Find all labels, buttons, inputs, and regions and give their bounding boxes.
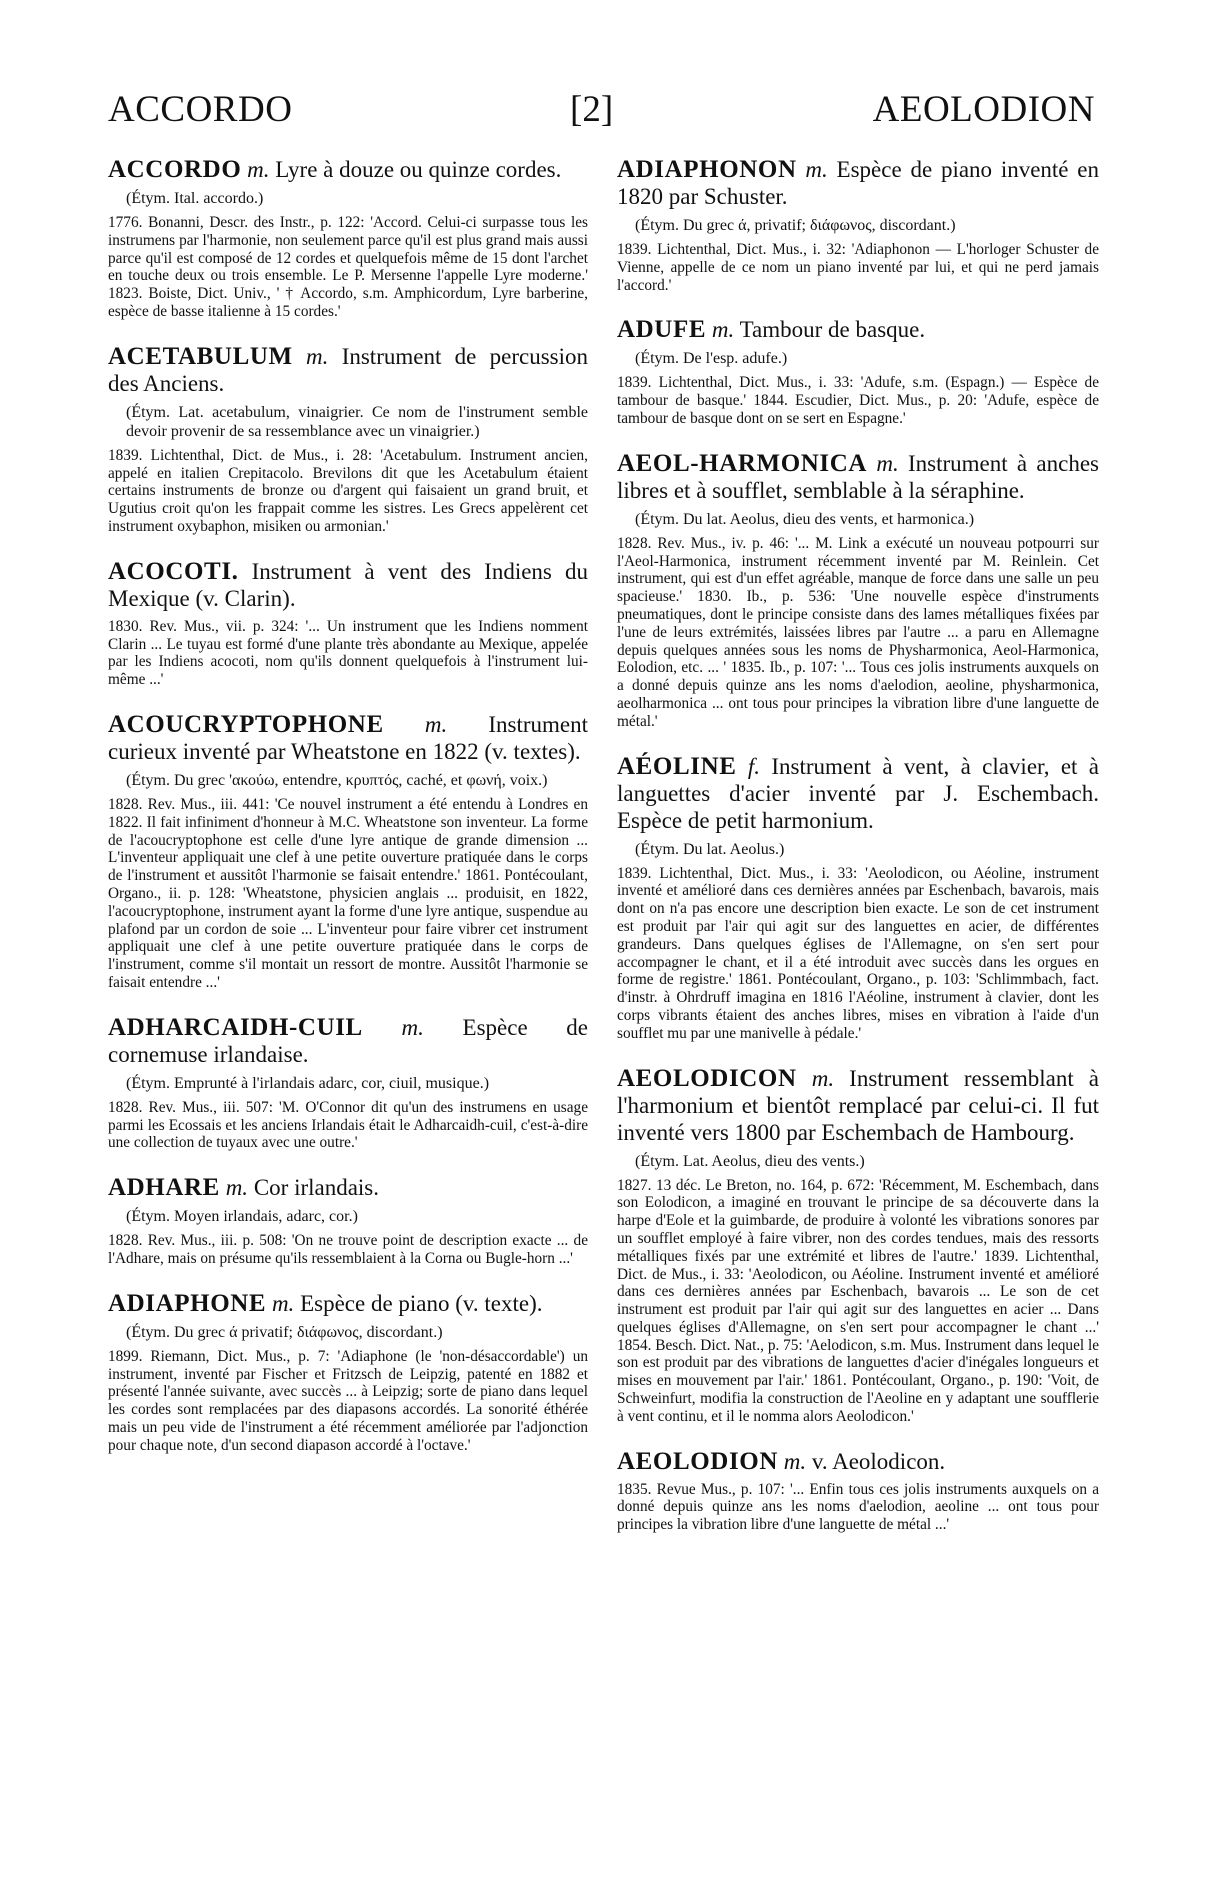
citation: 1828. Rev. Mus., iv. p. 46: '... M. Link a exécuté un nouveau potpourri sur l'Aeol-Harmonica, instrument récemment inventé par M. Reinlein. Cet instrument, qui est d'un effet agréable, manque de force dans une salle un peu spacieuse.' 1830. Ib., p. 536: 'Une nouvelle espèce d'instruments pneumatiques, dont le principe consiste dans des lames métalliques fixées par l'une de leurs extrémités, laissées libres par l'autre ... a paru en Allemagne depuis quelques années sous les noms de Physharmonica, Aeol-Harmonica, Eolodion, etc. ... ' 1835. Ib., p. 107: '... Tous ces jolis instruments auxquels on a donné depuis quinze ans les noms d'aelodion, aeoline, physharmonica, aeolharmonica ... ont tous pour principes la vibration libre d'une languette de métal.'	[617, 534, 1099, 730]
running-head-right: AEOLODION	[872, 89, 1095, 130]
headword: ACCORDO	[108, 156, 242, 183]
definition: v. Aeolodicon.	[811, 1448, 946, 1474]
definition: Instrument de percussion des Anciens.	[108, 343, 588, 396]
citation: 1828. Rev. Mus., iii. 507: 'M. O'Connor dit qu'un des instrumens en usage parmi les Ecossais et les anciens Irlandais était le Adharcaidh-cuil, c'est-à-dire une collection de tuyaux avec une outre.'	[108, 1098, 588, 1152]
left-column	[108, 156, 588, 1476]
definition: Cor irlandais.	[253, 1175, 380, 1201]
etymology: (Étym. De l'esp. adufe.)	[635, 350, 788, 368]
citation: 1828. Rev. Mus., iii. 441: 'Ce nouvel instrument a été entendu à Londres en 1822. Il fait infiniment d'honneur à M.C. Wheatstone son inventeur. La forme de l'acoucryptophone est celle d'une lyre antique de grande dimension ... L'inventeur appliquait une clef à une petite ouverture pratiquée dans le corps de l'instrument et aussitôt l'harmonie se faisait entendre.' 1861. Pontécoulant, Organo., ii. p. 128: 'Wheatstone, physicien anglais ... produisit, en 1822, l'acoucryptophone, instrument ayant la forme d'une lyre antique, suspendue au plafond par un cordon de soie ... L'inventeur pour faire vibrer cet instrument appliquait une clef à une petite ouverture pratiquée dans le corps de l'instrument, comme s'il montait un ressort de montre. Aussitôt l'harmonie se faisait entendre ...'	[108, 795, 588, 991]
entry-heading	[108, 711, 588, 765]
etymology: (Étym. Lat. Aeolus, dieu des vents.)	[635, 1152, 865, 1170]
headword: ACETABULUM	[108, 342, 293, 370]
grammar-label: m.	[783, 1448, 807, 1474]
citation: 1828. Rev. Mus., iii. p. 508: 'On ne trouve point de description exacte ... de l'Adhare, mais on présume qu'ils ressemblaient à la Corna ou Bugle-horn ...'	[108, 1232, 588, 1267]
etymology: (Étym. Du grec ά, privatif; διάφωνος, discordant.)	[635, 217, 956, 234]
etymology: (Étym. Lat. acetabulum, vinaigrier. Ce nom de l'instrument semble devoir provenir de sa ressemblance avec un vinaigrier.)	[126, 403, 588, 440]
headword: ACOCOTI.	[108, 557, 239, 585]
entry-heading	[617, 1065, 1099, 1146]
entry-heading	[617, 753, 1099, 834]
etymology: (Étym. Ital. accordo.)	[126, 190, 264, 207]
dictionary-entry	[108, 711, 588, 992]
etymology: (Étym. Du lat. Aeolus, dieu des vents, et harmonica.)	[635, 510, 975, 528]
grammar-label: m.	[805, 157, 828, 182]
definition: Instrument ressemblant à l'harmonium et bientôt remplacé par celui-ci. Il fut inventé vers 1800 par Eschembach de Hambourg.	[617, 1065, 1100, 1145]
right-column	[617, 156, 1099, 1556]
dictionary-entry	[617, 753, 1099, 1043]
dictionary-entry	[108, 156, 588, 321]
citation: 1899. Riemann, Dict. Mus., p. 7: 'Adiaphone (le 'non-désaccordable') un instrument, inventé par Fischer et Fritzsch de Leipzig, patenté en 1882 et présenté l'année suivante, avec succès ... à Leipzig; sorte de piano dans lequel les cordes sont remplacées par des diapasons accordés. La sonorité éthérée mais un peu vide de l'instrument a été récemment améliorée par l'adjonction pour chaque note, d'un second diapason accordé à l'octave.'	[108, 1347, 588, 1454]
citation: 1839. Lichtenthal, Dict. Mus., i. 33: 'Aeolodicon, ou Aéoline, instrument inventé et amélioré dans ces dernières années par Eschenbach, bavarois, mais dont on n'a pas encore une description bien exacte. Le son de cet instrument est produit par l'air qui agit sur des languettes en acier, de différentes grandeurs. Dans quelques églises de l'Allemagne, on s'en sert pour accompagner le chant, et il a été introduit avec succès dans les orgues en forme de registre.' 1861. Pontécoulant, Organo., p. 103: 'Schlimmbach, fact. d'instr. à Ohrdruff imagina en 1816 l'Aéoline, instrument à clavier, dont les corps vibrants étaient des anches libres, mises en vibration à l'aide d'un soufflet mu par une manivelle à pédale.'	[617, 864, 1099, 1042]
page-header	[0, 88, 1205, 148]
grammar-label: m.	[401, 1014, 424, 1040]
dictionary-entry	[617, 316, 1099, 427]
dictionary-entry	[617, 156, 1099, 294]
citation: 1839. Lichtenthal, Dict. Mus., i. 33: 'Adufe, s.m. (Espagn.) — Espèce de tambour de basque.' 1844. Escudier, Dict. Mus., p. 20: 'Adufe, espèce de tambour de basque dont on se sert en Espagne.'	[617, 374, 1099, 427]
headword: AEOL-HARMONICA	[617, 449, 868, 477]
etymology: (Étym. Du grec ά privatif; διάφωνος, discordant.)	[126, 1323, 443, 1341]
headword: AEOLODICON	[617, 1064, 797, 1092]
grammar-label: m.	[271, 1290, 295, 1316]
headword: ADHARE	[108, 1174, 220, 1202]
grammar-label: m.	[711, 317, 735, 343]
grammar-label: m.	[424, 711, 448, 737]
citation: 1776. Bonanni, Descr. des Instr., p. 122: 'Accord. Celui-ci surpasse tous les instrumens par l'harmonie, non seulement parce qu'il est plus grand mais aussi parce qu'il est composé de 12 cordes et quelquefois même de 15 dont l'archet en touche deux ou trois ensemble. Le P. Mersenne l'appelle Lyre moderne.' 1823. Boiste, Dict. Univ., ' † Accordo, s.m. Amphicordum, Lyre barberine, espèce de basse italienne à 15 cordes.'	[108, 214, 588, 320]
entry-heading	[617, 316, 1099, 343]
dictionary-entry	[108, 1014, 588, 1152]
etymology: (Étym. Du grec 'ακούω, entendre, κρυπτός, caché, et φωνή, voix.)	[126, 771, 548, 789]
dictionary-entry	[108, 343, 588, 536]
definition: Tambour de basque.	[739, 317, 926, 343]
dictionary-entry	[108, 558, 588, 689]
headword: ACOUCRYPTOPHONE	[108, 710, 384, 738]
definition: Espèce de piano inventé en 1820 par Schuster.	[617, 157, 1099, 209]
dictionary-entry	[617, 450, 1099, 731]
definition: Instrument à anches libres et à soufflet, semblable à la séraphine.	[617, 450, 1099, 503]
entry-heading	[108, 1014, 588, 1068]
headword: AEOLODION	[617, 1447, 778, 1475]
definition: Lyre à douze ou quinze cordes.	[275, 157, 562, 182]
dictionary-entry	[617, 1448, 1099, 1534]
grammar-label: m.	[876, 450, 899, 476]
entry-heading	[108, 156, 588, 183]
dictionary-entry	[108, 1290, 588, 1455]
citation: 1827. 13 déc. Le Breton, no. 164, p. 672: 'Récemment, M. Eschembach, dans son Eolodicon, a imaginé en trouvant le principe de sa découverte dans la harpe d'Eole et la guimbarde, de produire à volonté les vibrations sonores par un soufflet employé à faire vibrer, non des cordes tendues, mais des ressorts métalliques fixés par une extrémité et libres de l'autre.' 1839. Lichtenthal, Dict. de Mus., i. 33: 'Aeolodicon, ou Aéoline. Instrument inventé et amélioré dans ces dernières années par Eschenbach, bavarois ... Le son de cet instrument est produit par l'air qui agit sur des languettes en acier ... Dans quelques églises d'Allemagne, on s'en sert pour accompagner le chant ...' 1854. Besch. Dict. Nat., p. 75: 'Aelodicon, s.m. Mus. Instrument dans lequel le son est produit par des vibrations de languettes d'acier d'inégales longueurs et mises en mouvement par l'air.' 1861. Pontécoulant, Organo., p. 190: 'Voit, de Schweinfurt, modifia la construction de l'Aeoline en y adaptant une soufflerie à vent continu, et il le nomma alors Aeolodicon.'	[617, 1176, 1099, 1425]
definition: Instrument à vent des Indiens du Mexique (v. Clarin).	[108, 558, 588, 611]
entry-heading	[617, 1448, 1099, 1475]
entry-heading	[108, 1290, 588, 1317]
definition: Espèce de cornemuse irlandaise.	[108, 1014, 589, 1067]
running-head-left: ACCORDO	[108, 89, 293, 130]
entry-heading	[617, 450, 1099, 504]
entry-heading	[108, 1174, 588, 1201]
grammar-label: m.	[306, 343, 329, 369]
definition: Espèce de piano (v. texte).	[300, 1290, 543, 1316]
etymology: (Étym. Du lat. Aeolus.)	[635, 840, 785, 858]
headword: AÉOLINE	[617, 752, 737, 780]
citation: 1839. Lichtenthal, Dict. de Mus., i. 28: 'Acetabulum. Instrument ancien, appelé en italien Crepitacolo. Brevilons dit que les Acetabulum étaient certains instruments de bronze ou d'argent qui faisaient un grand bruit, et Ugutius croit qu'on les frappait comme les sistres. Les Grecs appelèrent cet instrument oxybaphon, misiken ou armonian.'	[108, 446, 588, 535]
etymology: (Étym. Moyen irlandais, adarc, cor.)	[126, 1208, 358, 1226]
dictionary-entry	[108, 1174, 588, 1268]
headword: ADIAPHONE	[108, 1289, 267, 1317]
headword: ADUFE	[617, 316, 707, 344]
grammar-label: m.	[811, 1065, 835, 1091]
citation: 1835. Revue Mus., p. 107: '... Enfin tous ces jolis instruments auxquels on a donné depuis quinze ans les noms d'aelodion, aeoline ... ont tous pour principes la vibration libre d'une languette de métal ...'	[617, 1480, 1099, 1534]
citation: 1839. Lichtenthal, Dict. Mus., i. 32: 'Adiaphonon — L'horloger Schuster de Vienne, appelle de ce nom un piano inventé par lui, et qui ne perd jamais l'accord.'	[617, 241, 1099, 294]
dictionary-entry	[617, 1065, 1099, 1426]
entry-heading	[108, 343, 588, 397]
grammar-label: m.	[225, 1175, 249, 1201]
entry-heading	[108, 558, 588, 612]
etymology: (Étym. Emprunté à l'irlandais adarc, cor, ciuil, musique.)	[126, 1074, 490, 1092]
grammar-label: m.	[247, 157, 270, 182]
definition: Instrument curieux inventé par Wheatstone en 1822 (v. textes).	[108, 711, 589, 764]
definition: Instrument à vent, à clavier, et à languettes d'acier inventé par J. Eschembach. Espèce de petit harmonium.	[617, 753, 1099, 833]
grammar-label: f.	[747, 753, 760, 779]
entry-heading	[617, 156, 1099, 210]
headword: ADIAPHONON	[617, 156, 797, 183]
citation: 1830. Rev. Mus., vii. p. 324: '... Un instrument que les Indiens nomment Clarin ... Le tuyau est formé d'une plante très abondante au Mexique, appelée par les Indiens acocoti, nom qu'ils donnent quelquefois à l'instrument lui-même ...'	[108, 617, 588, 689]
headword: ADHARCAIDH-CUIL	[108, 1013, 363, 1041]
page-number: [2]	[570, 89, 614, 130]
